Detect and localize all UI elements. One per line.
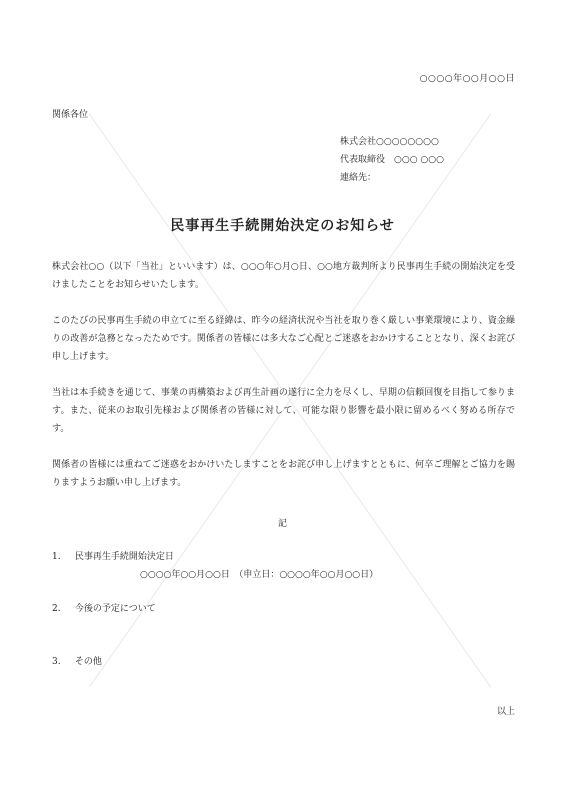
- item-detail: ○○○○年○○月○○日 （申立日：○○○○年○○月○○日）: [140, 570, 379, 580]
- list-item: [52, 549, 174, 562]
- body-paragraph: このたびの民事再生手続の申立てに至る経緯は、昨今の経済状況や当社を取り巻く厳しい事業環境により、資金繰りの改善が急務となったためです。関係者の皆様には多大なご心配とご迷惑をおかけすることとなり、深くお詫び申し上げます。: [52, 316, 515, 362]
- closing-mark: 以上: [496, 707, 515, 717]
- sender-contact: 連絡先：: [340, 173, 377, 183]
- list-item: [52, 654, 102, 667]
- body-paragraph: 関係者の皆様には重ねてご迷惑をおかけいたしますことをお詫び申し上げますとともに、何卒ご理解とご協力を賜りますようお願い申し上げます。: [52, 460, 515, 488]
- item-number: 3.: [52, 657, 61, 667]
- document-date: ○○○○年○○月○○日: [419, 74, 515, 84]
- body-paragraph: 当社は本手続きを通じて、事業の再構築および再生計画の遂行に全力を尽くし、早期の信頼回復を目指して参ります。また、従来のお取引先様および関係者の皆様に対して、可能な限り影響を最小限に留めるべく努める所存です。: [52, 388, 515, 434]
- sender-company: 株式会社○○○○○○○○: [340, 137, 439, 147]
- sender-block: [340, 133, 444, 187]
- ki-heading: 記: [277, 519, 287, 529]
- document-title: 民事再生手続開始決定のお知らせ: [170, 218, 395, 234]
- sender-representative: 代表取締役 ○○○ ○○○: [340, 155, 444, 165]
- document-body: [52, 258, 515, 510]
- list-item: [52, 601, 156, 614]
- item-label: その他: [74, 657, 102, 667]
- body-paragraph: 株式会社○○（以下「当社」といいます）は、○○○年○月○日、○○地方裁判所より民事再生手続の開始決定を受けましたことをお知らせいたします。: [52, 262, 515, 290]
- item-number: 2.: [52, 604, 61, 614]
- item-label: 今後の予定について: [74, 604, 156, 614]
- item-number: 1.: [52, 552, 61, 562]
- addressee: 関係各位: [52, 110, 89, 120]
- item-label: 民事再生手続開始決定日: [74, 552, 174, 562]
